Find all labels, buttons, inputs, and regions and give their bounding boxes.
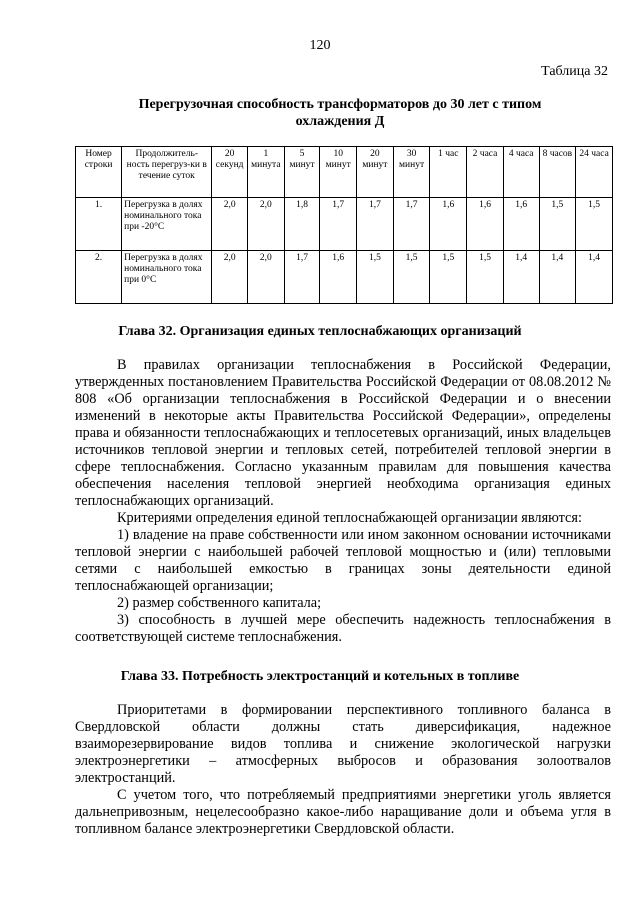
header-cell: 2 часа (467, 147, 504, 198)
table-cell: 1,5 (539, 198, 576, 251)
chapter-33-title: Глава 33. Потребность электростанций и котельных в топливе (120, 669, 520, 684)
table-cell: 2,0 (212, 198, 248, 251)
table-cell: 2. (76, 251, 122, 304)
paragraph: 1) владение на праве собственности или ином законном основании источниками тепловой энергии с наибольшей рабочей тепловой мощностью и (или) тепловыми сетями с наибольшей емкостью в границах зоны деятельности единой теплоснабжающей организации; (75, 527, 611, 594)
table-cell: 1,5 (576, 198, 613, 251)
header-cell: 5 минут (284, 147, 320, 198)
header-cell: Продолжитель-ность перегруз-ки в течение суток (122, 147, 212, 198)
table-cell: Перегрузка в долях номинального тока при 0°С (122, 251, 212, 304)
paragraph: Критериями определения единой теплоснабжающей организации являются: (117, 510, 582, 526)
table-cell: 1,4 (503, 251, 539, 304)
table-cell: 1,7 (357, 198, 394, 251)
chapter-33-body (75, 702, 611, 838)
table-cell: 1,5 (467, 251, 504, 304)
paragraph: 2) размер собственного капитала; (117, 595, 322, 611)
table-cell: 1,7 (284, 251, 320, 304)
overload-table (75, 146, 613, 304)
table-cell: 1,6 (467, 198, 504, 251)
table-cell: 1,5 (393, 251, 430, 304)
table-cell: 1,4 (576, 251, 613, 304)
paragraph: Приоритетами в формировании перспективного топливного баланса в Свердловской области должны стать диверсификация, надежное взаиморезервирование видов топлива и снижение экологической нагрузки электроэнергетики – атмосферных выбросов и образования золоотвалов электростанций. (75, 702, 611, 786)
table-title (90, 96, 590, 130)
header-cell: 1 час (430, 147, 467, 198)
table-header-row (76, 147, 613, 198)
table-cell: 1,6 (430, 198, 467, 251)
table-cell: Перегрузка в долях номинального тока при -20°С (122, 198, 212, 251)
header-cell: 20 секунд (212, 147, 248, 198)
chapter-32-body (75, 357, 611, 646)
paragraph: В правилах организации теплоснабжения в Российской Федерации, утвержденных постановлением Правительства Российской Федерации от 08.08.2012 № 808 «Об организации теплоснабжения в Российской Федерации и о внесении изменений в некоторые акты Правительства Российской Федерации», определены права и обязанности теплоснабжающих и теплосетевых организаций, иных владельцев источников тепловой энергии и тепловых сетей, потребителей тепловой энергии в сфере теплоснабжения. Согласно указанным правилам для повышения качества обеспечения населения тепловой энергией необходима организация единых теплоснабжающих организаций. (75, 357, 611, 509)
table-cell: 1,7 (393, 198, 430, 251)
header-cell: 30 минут (393, 147, 430, 198)
table-cell: 1. (76, 198, 122, 251)
table-cell: 1,6 (320, 251, 357, 304)
table-cell: 2,0 (212, 251, 248, 304)
header-cell: 4 часа (503, 147, 539, 198)
table-cell: 1,6 (503, 198, 539, 251)
page-number: 120 (309, 38, 331, 53)
header-cell: Номер строки (76, 147, 122, 198)
table-row (76, 198, 613, 251)
table-title-line: Перегрузочная способность трансформаторов до 30 лет с типом (138, 97, 542, 112)
table-cell: 1,4 (539, 251, 576, 304)
table-cell: 1,5 (430, 251, 467, 304)
table-label: Таблица 32 (541, 64, 608, 79)
header-cell: 20 минут (357, 147, 394, 198)
paragraph: 3) способность в лучшей мере обеспечить надежность теплоснабжения в соответствующей системе теплоснабжения. (75, 612, 611, 645)
table-cell: 2,0 (247, 198, 284, 251)
header-cell: 8 часов (539, 147, 576, 198)
header-cell: 24 часа (576, 147, 613, 198)
header-cell: 1 минута (247, 147, 284, 198)
chapter-32-title: Глава 32. Организация единых теплоснабжающих организаций (118, 324, 522, 339)
table-cell: 1,7 (320, 198, 357, 251)
header-cell: 10 минут (320, 147, 357, 198)
table-cell: 1,5 (357, 251, 394, 304)
table-row (76, 251, 613, 304)
paragraph: С учетом того, что потребляемый предприятиями энергетики уголь является дальнепривозным, нецелесообразно какое-либо наращивание доли и объема угля в топливном балансе электроэнергетики Свердловской области. (75, 787, 611, 837)
table-cell: 1,8 (284, 198, 320, 251)
table-title-line: охлаждения Д (295, 114, 385, 129)
table-cell: 2,0 (247, 251, 284, 304)
